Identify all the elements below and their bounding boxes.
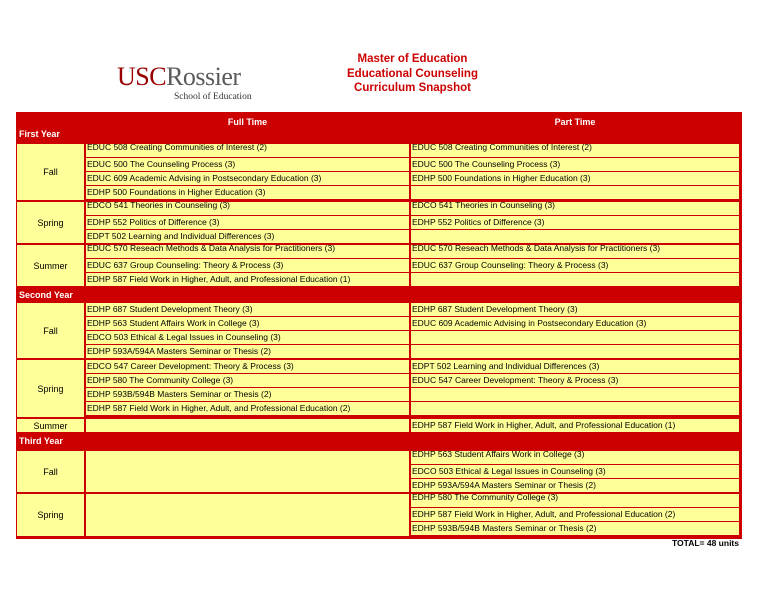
term-label-y2-spring: Spring — [17, 360, 84, 417]
course-cell: EDHP 587 Field Work in Higher, Adult, and Professional Education (1) — [86, 273, 409, 286]
logo-usc-text: USC — [117, 62, 167, 91]
course-cell: EDHP 687 Student Development Theory (3) — [86, 303, 409, 316]
total-units: TOTAL= 48 units — [672, 538, 739, 548]
term-label-y2-fall: Fall — [17, 303, 84, 358]
course-cell: EDHP 500 Foundations in Higher Education (3) — [411, 172, 739, 185]
logo-subtitle: School of Education — [174, 92, 252, 102]
empty-cell — [411, 186, 739, 199]
course-cell: EDUC 547 Career Development: Theory & Process (3) — [411, 374, 739, 387]
part-time-header: Part Time — [554, 117, 596, 127]
course-cell: EDHP 687 Student Development Theory (3) — [411, 303, 739, 316]
course-cell: EDHP 593B/594B Masters Seminar or Thesis (2) — [86, 388, 409, 401]
course-cell: EDHP 500 Foundations in Higher Education (3) — [86, 186, 409, 199]
full-time-header: Full Time — [227, 117, 268, 127]
course-cell: EDHP 587 Field Work in Higher, Adult, and Professional Education (2) — [86, 402, 409, 415]
empty-cell — [86, 451, 409, 492]
term-label-y1-fall: Fall — [17, 144, 84, 200]
course-cell: EDHP 563 Student Affairs Work in College (3) — [86, 317, 409, 330]
curriculum-table — [16, 112, 742, 539]
course-cell: EDHP 593B/594B Masters Seminar or Thesis (2) — [411, 522, 739, 535]
course-cell: EDHP 580 The Community College (3) — [411, 494, 739, 507]
course-cell: EDUC 637 Group Counseling: Theory & Process (3) — [86, 259, 409, 272]
usc-rossier-logo — [96, 56, 270, 110]
course-cell: EDCO 547 Career Development: Theory & Process (3) — [86, 360, 409, 373]
empty-cell — [411, 388, 739, 401]
course-cell: EDUC 609 Academic Advising in Postsecondary Education (3) — [86, 172, 409, 185]
course-cell: EDUC 570 Reseach Methods & Data Analysis for Practitioners (3) — [411, 245, 739, 258]
course-cell: EDUC 500 The Counseling Process (3) — [411, 158, 739, 171]
empty-cell — [411, 273, 739, 286]
empty-cell — [411, 331, 739, 344]
year-heading-third: Third Year — [19, 436, 63, 446]
empty-cell — [86, 494, 409, 536]
course-cell: EDHP 587 Field Work in Higher, Adult, and Professional Education (2) — [411, 508, 739, 521]
course-cell: EDUC 500 The Counseling Process (3) — [86, 158, 409, 171]
course-cell: EDHP 552 Politics of Difference (3) — [86, 216, 409, 229]
term-label-y3-spring: Spring — [17, 494, 84, 536]
empty-cell — [86, 419, 409, 432]
course-cell: EDHP 587 Field Work in Higher, Adult, and Professional Education (1) — [411, 419, 739, 432]
course-cell: EDCO 541 Theories in Counseling (3) — [86, 202, 409, 215]
title-line-2: Educational Counseling — [347, 67, 478, 80]
term-label-y2-summer: Summer — [17, 419, 84, 432]
course-cell: EDUC 637 Group Counseling: Theory & Process (3) — [411, 259, 739, 272]
term-label-y1-summer: Summer — [17, 245, 84, 286]
course-cell: EDCO 503 Ethical & Legal Issues in Counseling (3) — [411, 465, 739, 478]
course-cell: EDCO 503 Ethical & Legal Issues in Counseling (3) — [86, 331, 409, 344]
course-cell: EDUC 508 Creating Communities of Interest (2) — [86, 144, 409, 157]
empty-cell — [411, 345, 739, 358]
course-cell: EDCO 541 Theories in Counseling (3) — [411, 202, 739, 215]
year-heading-first: First Year — [19, 129, 60, 139]
course-cell: EDUC 609 Academic Advising in Postsecondary Education (3) — [411, 317, 739, 330]
document-title — [310, 52, 515, 96]
title-line-1: Master of Education — [357, 53, 468, 65]
course-cell: EDPT 502 Learning and Individual Differences (3) — [411, 360, 739, 373]
course-cell: EDHP 580 The Community College (3) — [86, 374, 409, 387]
course-cell: EDUC 570 Reseach Methods & Data Analysis for Practitioners (3) — [86, 245, 409, 258]
term-label-y3-fall: Fall — [17, 451, 84, 492]
course-cell: EDHP 563 Student Affairs Work in College (3) — [411, 451, 739, 464]
course-cell: EDHP 552 Politics of Difference (3) — [411, 216, 739, 229]
course-cell: EDHP 593A/594A Masters Seminar or Thesis (2) — [411, 479, 739, 492]
title-line-3: Curriculum Snapshot — [354, 82, 471, 94]
empty-cell — [411, 402, 739, 415]
course-cell: EDPT 502 Learning and Individual Differences (3) — [86, 230, 409, 243]
year-heading-second: Second Year — [19, 290, 73, 300]
empty-cell — [411, 230, 739, 243]
course-cell: EDUC 508 Creating Communities of Interest (2) — [411, 144, 739, 157]
term-label-y1-spring: Spring — [17, 202, 84, 243]
course-cell: EDHP 593A/594A Masters Seminar or Thesis (2) — [86, 345, 409, 358]
logo-rossier-text: Rossier — [166, 62, 241, 91]
